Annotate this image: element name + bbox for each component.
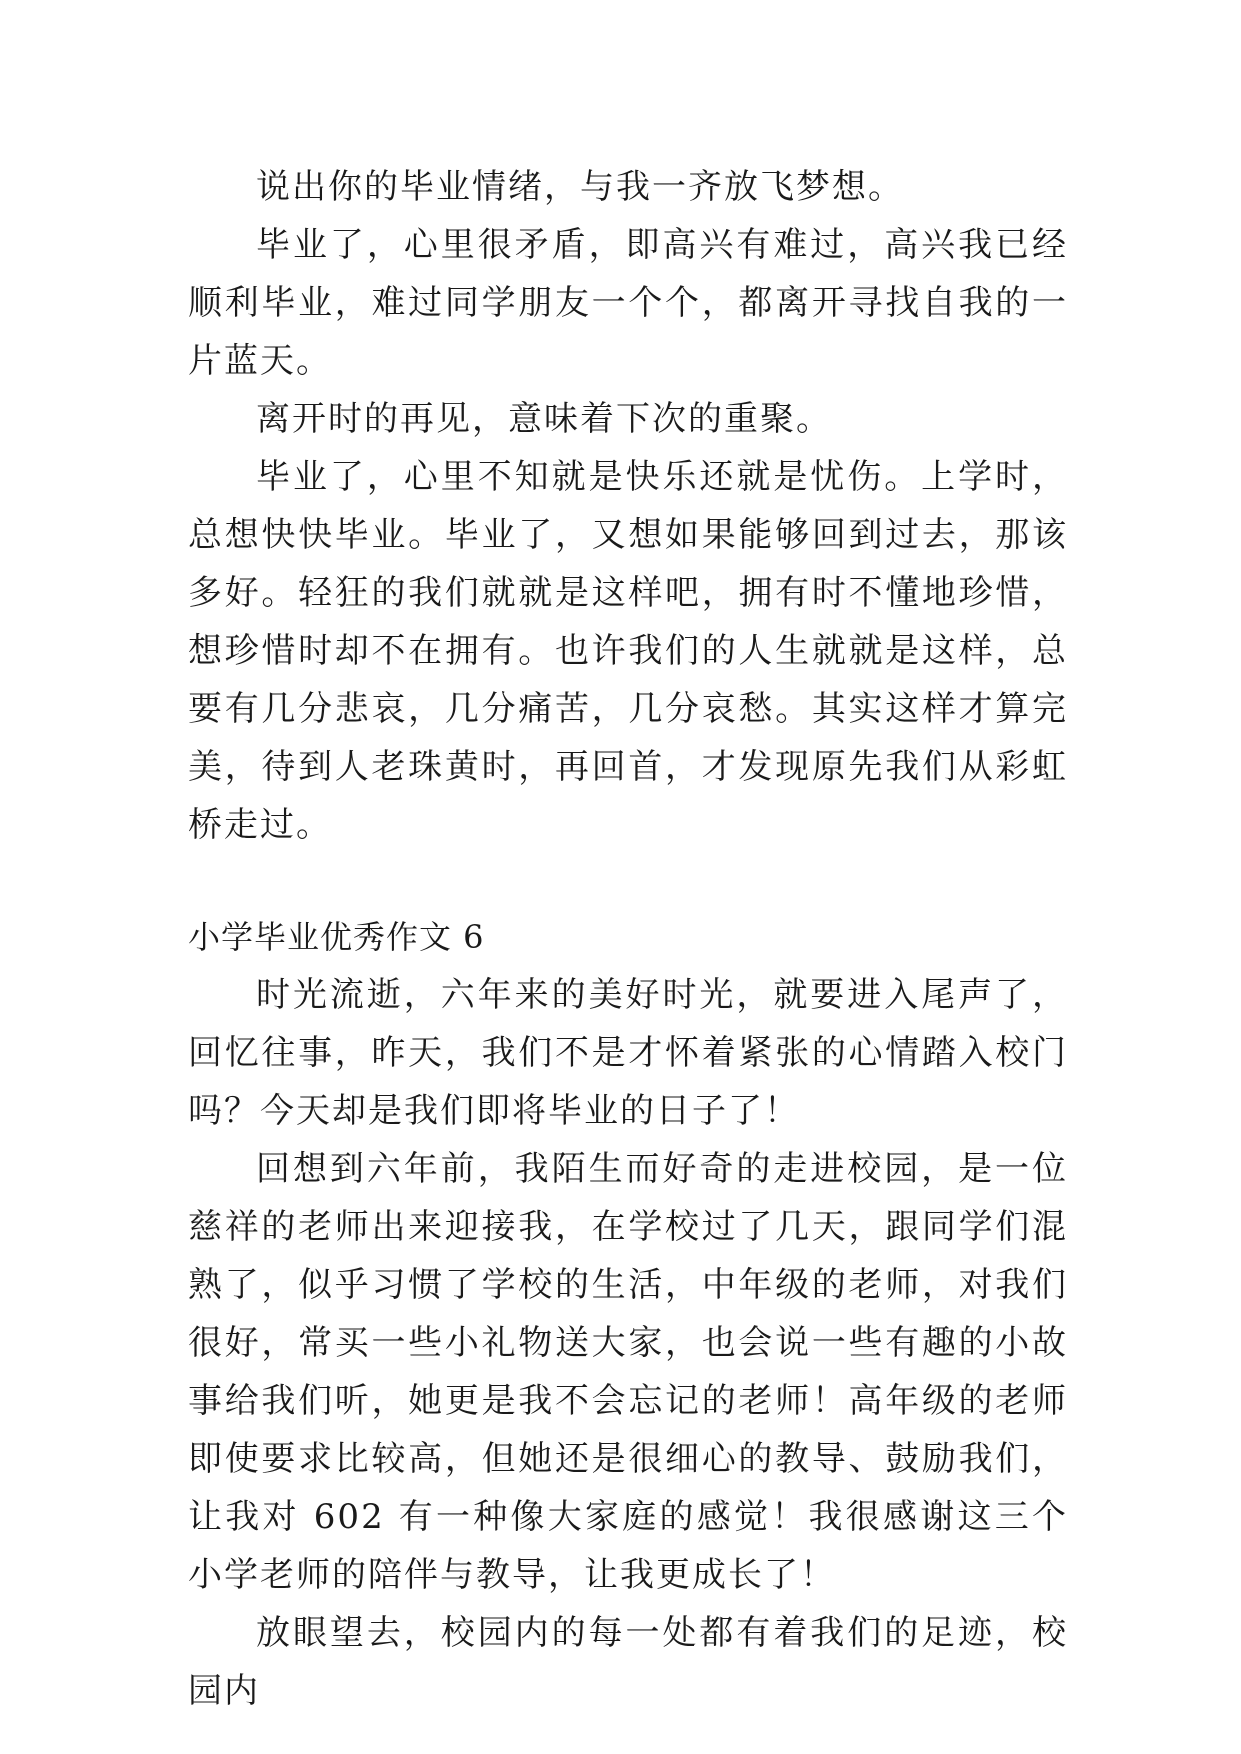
paragraph: 毕业了，心里不知就是快乐还就是忧伤。上学时，总想快快毕业。毕业了，又想如果能够回到过去，那该多好。轻狂的我们就就是这样吧，拥有时不懂地珍惜，想珍惜时却不在拥有。也许我们的人生就就是这样，总要有几分悲哀，几分痛苦，几分哀愁。其实这样才算完美，待到人老珠黄时，再回首，才发现原先我们从彩虹桥走过。: [188, 457, 1068, 845]
document-body: [188, 158, 1068, 1720]
paragraph: 离开时的再见，意味着下次的重聚。: [256, 399, 832, 439]
paragraph: 毕业了，心里很矛盾，即高兴有难过，高兴我已经顺利毕业，难过同学朋友一个个，都离开寻找自我的一片蓝天。: [188, 225, 1068, 381]
paragraph: 时光流逝，六年来的美好时光，就要进入尾声了，回忆往事，昨天，我们不是才怀着紧张的心情踏入校门吗？今天却是我们即将毕业的日子了！: [188, 975, 1068, 1131]
paragraph: 放眼望去，校园内的每一处都有着我们的足迹，校园内: [188, 1613, 1068, 1711]
paragraph: 说出你的毕业情绪，与我一齐放飞梦想。: [256, 167, 904, 207]
section-gap: [188, 854, 1068, 908]
section-heading: 小学毕业优秀作文 6: [188, 918, 485, 956]
paragraph: 回想到六年前，我陌生而好奇的走进校园，是一位慈祥的老师出来迎接我，在学校过了几天，跟同学们混熟了，似乎习惯了学校的生活，中年级的老师，对我们很好，常买一些小礼物送大家，也会说一些有趣的小故事给我们听，她更是我不会忘记的老师！高年级的老师即使要求比较高，但她还是很细心的教导、鼓励我们，让我对 602 有一种像大家庭的感觉！我很感谢这三个小学老师的陪伴与教导，让我更成长了！: [188, 1149, 1068, 1595]
